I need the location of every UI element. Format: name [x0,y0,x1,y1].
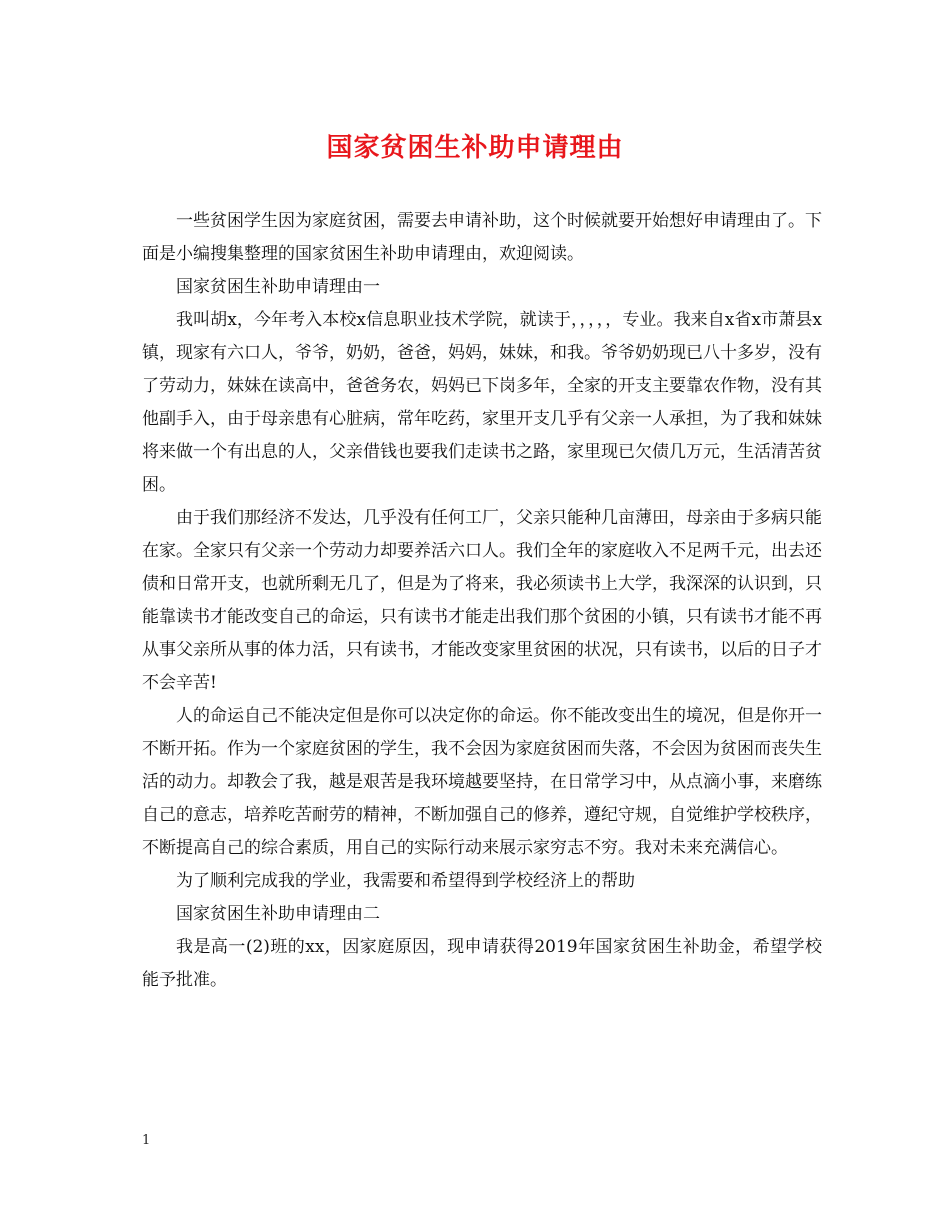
section-heading-two: 国家贫困生补助申请理由二 [176,904,380,924]
body-paragraph: 我叫胡x，今年考入本校x信息职业技术学院，就读于，，，，，专业。我来自x省x市萧县x镇，现家有六口人，爷爷，奶奶，爸爸，妈妈，妹妹，和我。爷爷奶奶现已八十多岁，没有了劳动力，妹妹在读高中，爸爸务农，妈妈已下岗多年，全家的开支主要靠农作物，没有其他副手入，由于母亲患有心脏病，常年吃药，家里开支几乎有父亲一人承担，为了我和妹妹将来做一个有出息的人，父亲借钱也要我们走读书之路，家里现已欠债几万元，生活清苦贫困。 [142,310,822,495]
document-body [142,205,822,997]
body-paragraph: 人的命运自己不能决定但是你可以决定你的命运。你不能改变出生的境况，但是你开一不断开拓。作为一个家庭贫困的学生，我不会因为家庭贫困而失落，不会因为贫困而丧失生活的动力。却教会了我，越是艰苦是我环境越要坚持，在日常学习中，从点滴小事，来磨练自己的意志，培养吃苦耐劳的精神，不断加强自己的修养，遵纪守规，自觉维护学校秩序，不断提高自己的综合素质，用自己的实际行动来展示家穷志不穷。我对未来充满信心。 [142,706,822,858]
body-paragraph: 我是高一(2)班的xx，因家庭原因，现申请获得2019年国家贫困生补助金，希望学校能予批准。 [142,937,822,990]
body-paragraph: 由于我们那经济不发达，几乎没有任何工厂，父亲只能种几亩薄田，母亲由于多病只能在家。全家只有父亲一个劳动力却要养活六口人。我们全年的家庭收入不足两千元，出去还债和日常开支，也就所剩无几了，但是为了将来，我必须读书上大学，我深深的认识到，只能靠读书才能改变自己的命运，只有读书才能走出我们那个贫困的小镇，只有读书才能不再从事父亲所从事的体力活，只有读书，才能改变家里贫困的状况，只有读书，以后的日子才不会辛苦! [142,508,822,693]
intro-paragraph: 一些贫困学生因为家庭贫困，需要去申请补助，这个时候就要开始想好申请理由了。下面是小编搜集整理的国家贫困生补助申请理由，欢迎阅读。 [142,211,822,264]
page-number: 1 [142,1133,151,1148]
document-title: 国家贫困生补助申请理由 [326,133,624,163]
section-heading-one: 国家贫困生补助申请理由一 [176,277,380,297]
body-paragraph: 为了顺利完成我的学业，我需要和希望得到学校经济上的帮助 [176,871,635,891]
